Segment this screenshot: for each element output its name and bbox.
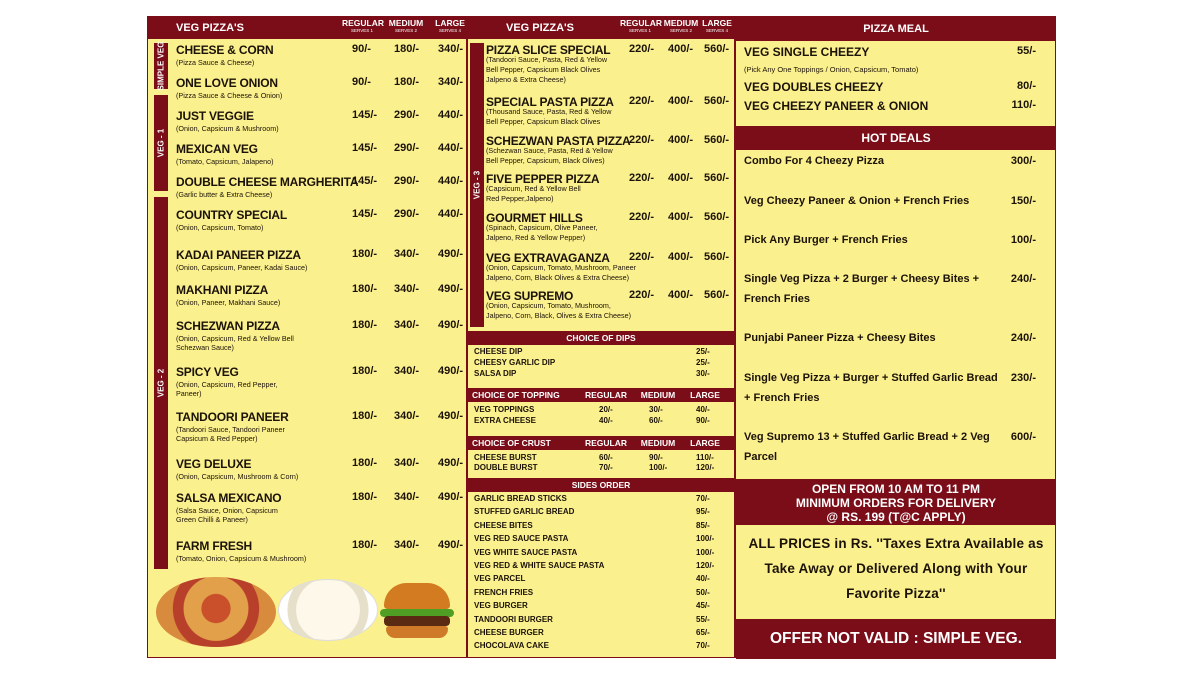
item-price: 25/- <box>696 358 710 367</box>
price-medium: 180/- <box>394 43 420 55</box>
item-name: SCHEZWAN PASTA PIZZA <box>486 134 631 148</box>
menu-item <box>148 491 466 523</box>
dips-header: CHOICE OF DIPS <box>468 331 734 345</box>
price-large: 490/- <box>438 457 464 469</box>
menu-item <box>148 175 466 207</box>
price-medium: 400/- <box>668 211 694 223</box>
header-large: LARGE SERVES 4 <box>702 18 732 33</box>
item-description: (Tandoori Sauce, Tandoori Paneer Capsicum & Red Pepper) <box>176 425 285 443</box>
menu-item <box>148 365 466 397</box>
deal-name: Combo For 4 Cheezy Pizza <box>744 155 884 167</box>
menu-item <box>148 539 466 571</box>
item-description: (Onion, Capsicum, Tomato, Mushroom, Jalpeno, Corn, Black, Olives & Extra Cheese) <box>486 301 632 320</box>
item-description: (Salsa Sauce, Onion, Capsicum Green Chilli & Paneer) <box>176 506 278 524</box>
price-medium: 340/- <box>394 248 420 260</box>
item-name: DOUBLE CHEESE MARGHERITA <box>176 175 359 189</box>
item-price: 100/- <box>696 547 715 557</box>
menu-item <box>148 43 466 75</box>
item-description: (Pizza Sauce & Cheese & Onion) <box>176 91 283 100</box>
price-medium: 400/- <box>668 289 694 301</box>
item-price: 45/- <box>696 601 710 611</box>
item-name: CHEESE BURGER <box>474 628 544 637</box>
price-regular: 180/- <box>352 319 378 331</box>
opening-hours-banner <box>736 479 1056 525</box>
header-title: VEG PIZZA'S <box>506 22 575 34</box>
price-medium: 340/- <box>394 319 420 331</box>
item-description: (Schezwan Sauce, Pasta, Red & Yellow Bell Pepper, Capsicum, Black Olives) <box>486 146 613 165</box>
hours-line-1: OPEN FROM 10 AM TO 11 PM <box>811 482 981 496</box>
price-large: 560/- <box>704 172 730 184</box>
topping-header: CHOICE OF TOPPING REGULAR MEDIUM LARGE <box>468 388 734 402</box>
deal-name: Veg Cheezy Paneer & Onion + French Fries <box>744 195 970 207</box>
deal-item <box>736 368 1056 408</box>
item-name: MEXICAN VEG <box>176 142 258 156</box>
item-name: ONE LOVE ONION <box>176 76 278 90</box>
item-name: VEG EXTRAVAGANZA <box>486 251 610 265</box>
menu-item <box>148 248 466 280</box>
item-name: PIZZA SLICE SPECIAL <box>486 43 611 57</box>
item-price: 70/- <box>696 641 710 651</box>
menu-item <box>148 319 466 351</box>
menu-item <box>468 251 734 283</box>
deal-name: Punjabi Paneer Pizza + Cheesy Bites <box>744 332 936 344</box>
price-medium: 290/- <box>394 142 420 154</box>
price-regular: 220/- <box>629 211 655 223</box>
deal-price: 240/- <box>1010 273 1036 285</box>
menu-item <box>468 211 734 243</box>
item-price: 65/- <box>696 628 710 637</box>
column-header <box>468 17 734 39</box>
price-large: 120/- <box>696 463 715 472</box>
item-description: (Onion, Capsicum, Tomato, Mushroom, Paneer Jalpeno, Corn, Black Olives & Extra Cheese) <box>486 263 637 282</box>
item-description: (Onion, Capsicum, Red Pepper, Paneer) <box>176 380 278 398</box>
item-price: 55/- <box>1017 45 1036 57</box>
item-price: 120/- <box>696 561 715 570</box>
list-item <box>468 507 734 517</box>
price-medium: 100/- <box>649 463 668 472</box>
list-item <box>468 601 734 611</box>
item-description: (Thousand Sauce, Pasta, Red & Yellow Bell Pepper, Capsicum Black Olives <box>486 107 612 126</box>
item-name: VEG WHITE SAUCE PASTA <box>474 547 578 557</box>
item-name: CHEESE & CORN <box>176 43 274 57</box>
item-price: 25/- <box>696 347 710 356</box>
meal-deals-column <box>734 17 1056 657</box>
item-name: VEG CHEEZY PANEER & ONION <box>744 99 929 113</box>
item-description: (Onion, Capsicum, Tomato) <box>176 223 264 232</box>
deal-price: 300/- <box>1010 155 1036 167</box>
price-large: 560/- <box>704 211 730 223</box>
header-large: LARGE SERVES 4 <box>435 18 465 33</box>
menu-item <box>148 457 466 489</box>
item-description: (Spinach, Capsicum, Olive Paneer, Jalpeno, Red & Yellow Pepper) <box>486 223 598 242</box>
price-regular: 180/- <box>352 539 378 551</box>
item-description: (Garlic butter & Extra Cheese) <box>176 190 273 199</box>
item-name: SPICY VEG <box>176 365 239 379</box>
list-item <box>468 574 734 584</box>
price-large: 340/- <box>438 76 464 88</box>
item-description: (Onion, Capsicum, Paneer, Kadai Sauce) <box>176 263 308 272</box>
price-regular: 40/- <box>599 416 613 425</box>
price-regular: 220/- <box>629 134 655 146</box>
price-large: 340/- <box>438 43 464 55</box>
item-price: 95/- <box>696 507 710 517</box>
veg-pizza-column-1 <box>148 17 466 657</box>
deal-item <box>736 191 1056 231</box>
item-description: (Onion, Paneer, Makhani Sauce) <box>176 298 281 307</box>
header-title: VEG PIZZA'S <box>176 22 245 34</box>
veg-1-label: VEG - 1 <box>154 95 168 191</box>
price-large: 560/- <box>704 43 730 55</box>
menu-item <box>148 109 466 141</box>
deal-price: 240/- <box>1010 332 1036 344</box>
item-name: SALSA DIP <box>474 369 517 378</box>
item-price: 70/- <box>696 494 710 503</box>
deal-item <box>736 230 1056 270</box>
price-medium: 180/- <box>394 76 420 88</box>
price-regular: 180/- <box>352 410 378 422</box>
price-medium: 290/- <box>394 175 420 187</box>
price-large: 440/- <box>438 142 464 154</box>
price-regular: 70/- <box>599 463 613 472</box>
meal-item <box>736 80 1056 100</box>
header-regular: REGULAR SERVES 1 <box>342 18 385 33</box>
menu-item <box>148 76 466 108</box>
item-name: VEG PARCEL <box>474 574 526 584</box>
price-regular: 90/- <box>352 76 371 88</box>
price-regular: 220/- <box>629 251 655 263</box>
list-item <box>468 641 734 651</box>
item-price: 85/- <box>696 520 710 530</box>
menu-item <box>468 289 734 321</box>
item-price: 30/- <box>696 369 710 378</box>
menu-item <box>468 43 734 84</box>
item-name: CHEESE DIP <box>474 347 523 356</box>
price-medium: 340/- <box>394 539 420 551</box>
price-regular: 180/- <box>352 491 378 503</box>
price-regular: 180/- <box>352 283 378 295</box>
item-name: STUFFED GARLIC BREAD <box>474 507 575 517</box>
veg-3-label: VEG - 3 <box>470 43 484 327</box>
menu-item <box>468 172 734 204</box>
price-regular: 180/- <box>352 248 378 260</box>
list-item <box>468 416 734 426</box>
price-large: 560/- <box>704 95 730 107</box>
pizza-meal-header: PIZZA MEAL <box>736 17 1056 41</box>
price-regular: 220/- <box>629 95 655 107</box>
item-name: MAKHANI PIZZA <box>176 283 269 297</box>
price-medium: 340/- <box>394 410 420 422</box>
item-name: VEG RED & WHITE SAUCE PASTA <box>474 561 605 570</box>
price-regular: 20/- <box>599 405 613 414</box>
item-name: KADAI PANEER PIZZA <box>176 248 301 262</box>
list-item <box>468 615 734 625</box>
crust-header: CHOICE OF CRUST REGULAR MEDIUM LARGE <box>468 436 734 450</box>
price-large: 490/- <box>438 539 464 551</box>
price-large: 560/- <box>704 251 730 263</box>
deal-price: 600/- <box>1010 431 1036 443</box>
header-regular: REGULAR SERVES 1 <box>620 18 663 33</box>
item-name: GARLIC BREAD STICKS <box>474 494 567 503</box>
pasta-photo <box>278 579 378 641</box>
price-large: 560/- <box>704 134 730 146</box>
item-name: VEG SINGLE CHEEZY <box>744 45 870 59</box>
deal-price: 100/- <box>1010 234 1036 246</box>
list-item <box>468 358 734 368</box>
price-regular: 220/- <box>629 289 655 301</box>
price-large: 490/- <box>438 491 464 503</box>
column-header <box>148 17 466 39</box>
price-medium: 90/- <box>649 453 663 462</box>
price-medium: 340/- <box>394 491 420 503</box>
deal-item <box>736 427 1056 467</box>
item-name: CHEESE BITES <box>474 520 533 530</box>
item-description: (Pizza Sauce & Cheese) <box>176 58 255 67</box>
item-name: COUNTRY SPECIAL <box>176 208 288 222</box>
menu-item <box>148 410 466 442</box>
price-medium: 60/- <box>649 416 663 425</box>
price-regular: 220/- <box>629 172 655 184</box>
price-regular: 90/- <box>352 43 371 55</box>
item-price: 55/- <box>696 614 710 624</box>
item-name: VEG DOUBLES CHEEZY <box>744 80 884 94</box>
deal-item <box>736 328 1056 368</box>
list-item <box>468 628 734 638</box>
list-item <box>468 548 734 558</box>
item-price: 110/- <box>1011 99 1036 111</box>
deal-name: Single Veg Pizza + 2 Burger + Cheesy Bites + French Fries <box>744 273 980 305</box>
item-name: SALSA MEXICANO <box>176 491 282 505</box>
item-name: GOURMET HILLS <box>486 211 583 225</box>
price-regular: 145/- <box>352 109 378 121</box>
item-description: (Onion, Capsicum & Mushroom) <box>176 124 279 133</box>
sides-header: SIDES ORDER <box>468 478 734 492</box>
item-name: CHEESY GARLIC DIP <box>474 358 556 367</box>
item-name: SPECIAL PASTA PIZZA <box>486 95 614 109</box>
hot-deals-header: HOT DEALS <box>736 126 1056 150</box>
item-name: TANDOORI PANEER <box>176 410 289 424</box>
price-medium: 340/- <box>394 457 420 469</box>
veg-pizza-column-2 <box>466 17 734 657</box>
price-large: 440/- <box>438 109 464 121</box>
item-description: (Capsicum, Red & Yellow Bell Red Pepper,Jalpeno) <box>486 184 581 203</box>
price-medium: 400/- <box>668 134 694 146</box>
price-large: 490/- <box>438 410 464 422</box>
item-name: VEG SUPREMO <box>486 289 574 303</box>
menu-item <box>468 95 734 127</box>
deal-price: 150/- <box>1010 195 1036 207</box>
item-name: JUST VEGGIE <box>176 109 254 123</box>
deal-name: Single Veg Pizza + Burger + Stuffed Garlic Bread + French Fries <box>744 372 998 404</box>
list-item <box>468 405 734 415</box>
price-regular: 180/- <box>352 365 378 377</box>
price-large: 490/- <box>438 248 464 260</box>
menu-item <box>148 283 466 315</box>
deal-name: Veg Supremo 13 + Stuffed Garlic Bread + 2 Veg Parcel <box>744 431 990 463</box>
price-medium: 400/- <box>668 251 694 263</box>
item-name: FARM FRESH <box>176 539 253 553</box>
header-medium: MEDIUM SERVES 2 <box>388 18 424 33</box>
price-note: ALL PRICES in Rs. ''Taxes Extra Available as Take Away or Delivered Along with Your Favorite Pizza'' <box>748 536 1044 601</box>
price-large: 40/- <box>696 405 710 414</box>
item-description: (Tomato, Onion, Capsicum & Mushroom) <box>176 554 307 563</box>
item-name: VEG BURGER <box>474 601 528 611</box>
price-medium: 400/- <box>668 95 694 107</box>
item-description: (Pick Any One Toppings / Onion, Capsicum, Tomato) <box>744 65 919 74</box>
price-regular: 145/- <box>352 142 378 154</box>
item-description: (Onion, Capsicum, Mushroom & Corn) <box>176 472 299 481</box>
item-name: VEG RED SAUCE PASTA <box>474 534 569 544</box>
list-item <box>468 521 734 531</box>
burger-photo <box>380 583 454 641</box>
price-large: 560/- <box>704 289 730 301</box>
price-regular: 145/- <box>352 175 378 187</box>
item-price: 40/- <box>696 574 710 584</box>
item-name: CHEESE BURST <box>474 453 537 462</box>
list-item <box>468 347 734 357</box>
meal-item <box>736 99 1056 119</box>
price-large: 440/- <box>438 208 464 220</box>
price-large: 490/- <box>438 319 464 331</box>
item-description: (Onion, Capsicum, Red & Yellow Bell Schezwan Sauce) <box>176 334 294 352</box>
item-name: EXTRA CHEESE <box>474 416 536 425</box>
price-regular: 145/- <box>352 208 378 220</box>
menu-item <box>148 142 466 174</box>
menu-item <box>148 208 466 240</box>
list-item <box>468 588 734 598</box>
item-name: VEG TOPPINGS <box>474 405 535 414</box>
price-large: 90/- <box>696 416 710 425</box>
offer-banner: OFFER NOT VALID : SIMPLE VEG. <box>736 619 1056 659</box>
list-item <box>468 561 734 571</box>
price-medium: 290/- <box>394 109 420 121</box>
menu-card <box>147 16 1056 658</box>
list-item <box>468 534 734 544</box>
price-regular: 180/- <box>352 457 378 469</box>
price-regular: 60/- <box>599 453 613 462</box>
item-description: (Tomato, Capsicum, Jalapeno) <box>176 157 274 166</box>
item-name: CHOCOLAVA CAKE <box>474 641 549 651</box>
deal-item <box>736 269 1056 309</box>
hours-line-2: MINIMUM ORDERS FOR DELIVERY <box>795 496 997 510</box>
list-item <box>468 453 734 463</box>
list-item <box>468 369 734 379</box>
price-medium: 400/- <box>668 43 694 55</box>
price-medium: 290/- <box>394 208 420 220</box>
menu-item <box>468 134 734 166</box>
price-medium: 30/- <box>649 405 663 414</box>
item-price: 80/- <box>1017 80 1036 92</box>
item-name: TANDOORI BURGER <box>474 614 553 624</box>
item-name: VEG DELUXE <box>176 457 252 471</box>
price-large: 490/- <box>438 283 464 295</box>
deal-price: 230/- <box>1010 372 1036 384</box>
veg-2-label: VEG - 2 <box>154 197 168 569</box>
price-large: 110/- <box>696 453 714 462</box>
list-item <box>468 463 734 473</box>
price-medium: 400/- <box>668 172 694 184</box>
item-name: DOUBLE BURST <box>474 463 538 472</box>
price-medium: 340/- <box>394 283 420 295</box>
item-name: FIVE PEPPER PIZZA <box>486 172 600 186</box>
item-price: 100/- <box>696 534 715 544</box>
pizza-photo <box>156 577 276 647</box>
price-medium: 340/- <box>394 365 420 377</box>
price-large: 440/- <box>438 175 464 187</box>
item-name: FRENCH FRIES <box>474 587 534 597</box>
price-regular: 220/- <box>629 43 655 55</box>
simple-veg-label: SIMPLE VEG <box>154 43 168 89</box>
deal-name: Pick Any Burger + French Fries <box>744 234 908 246</box>
item-description: (Tandoori Sauce, Pasta, Red & Yellow Bell Pepper, Capsicum Black Olives Jalpeno & Extra Cheese) <box>486 55 608 84</box>
deal-item <box>736 151 1056 191</box>
item-name: SCHEZWAN PIZZA <box>176 319 280 333</box>
item-price: 50/- <box>696 587 710 597</box>
hours-line-3: @ RS. 199 (T@C APPLY) <box>826 510 966 524</box>
meal-item <box>736 45 1056 74</box>
price-large: 490/- <box>438 365 464 377</box>
list-item <box>468 494 734 504</box>
header-medium: MEDIUM SERVES 2 <box>663 18 699 33</box>
